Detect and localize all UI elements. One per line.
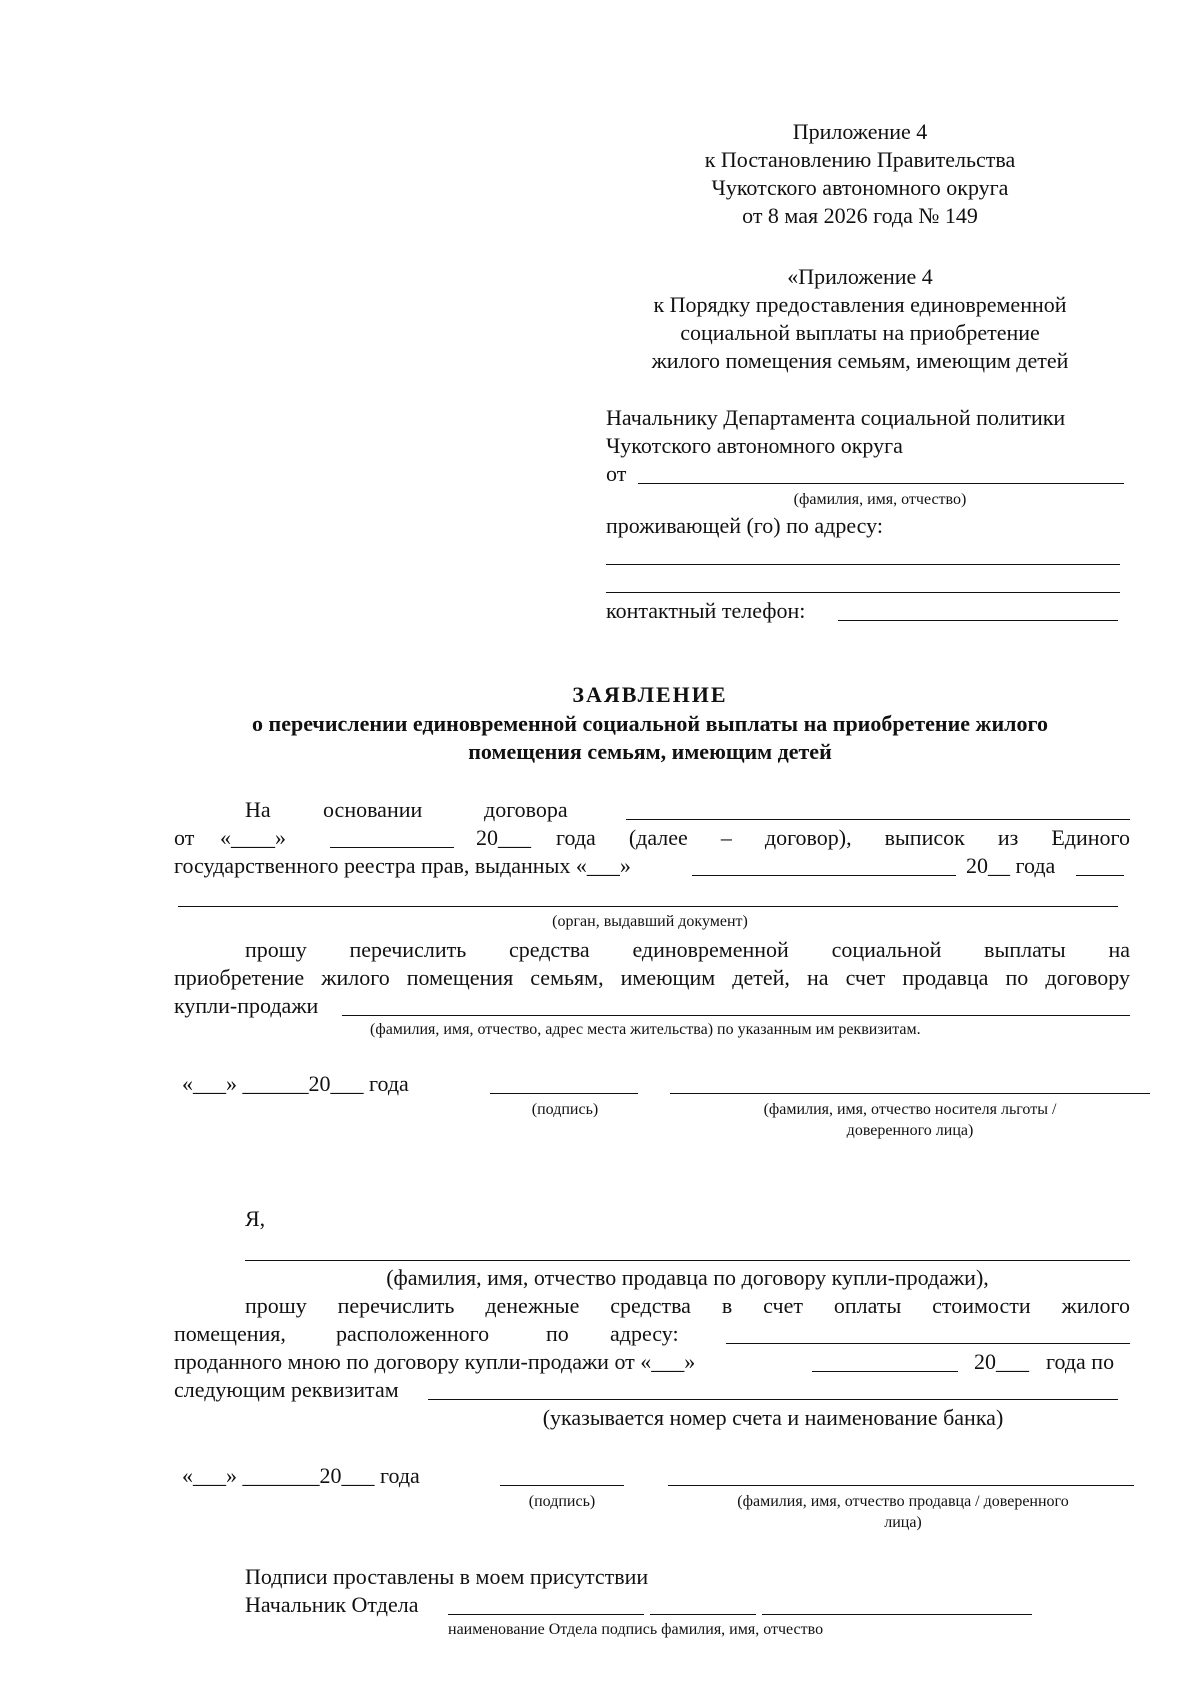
holder-name-field[interactable] bbox=[670, 1093, 1150, 1094]
seller-sign-name-field[interactable] bbox=[668, 1485, 1134, 1486]
address-label: проживающей (го) по адресу: bbox=[606, 513, 883, 538]
contract-day-field[interactable]: «____» bbox=[220, 825, 286, 850]
word-osnovanii: основании bbox=[323, 797, 423, 822]
appendix-line-3: Чукотского автономного округа bbox=[711, 175, 1009, 200]
bank-caption: (указывается номер счета и наименование банка) bbox=[542, 1405, 1004, 1430]
word-adresu: адресу: bbox=[610, 1321, 679, 1346]
organ-caption: (орган, выдавший документ) bbox=[552, 913, 748, 930]
from-label: от bbox=[606, 461, 627, 486]
address-field-1[interactable] bbox=[606, 564, 1120, 565]
sign-date-2[interactable]: «___» _______20___ года bbox=[182, 1463, 420, 1488]
appendix-inner-line-4: жилого помещения семьям, имеющим детей bbox=[651, 348, 1069, 373]
extract-number-field[interactable] bbox=[1076, 875, 1124, 876]
request2-line-1: прошу перечислить денежные средства в счет оплаты стоимости жилого bbox=[245, 1293, 1130, 1318]
row-2-text: года (далее – договор), выписок из Единого bbox=[556, 825, 1130, 850]
appendix-line-2: к Постановлению Правительства bbox=[704, 147, 1016, 172]
request-line-1: прошу перечислить средства единовременной социальной выплаты на bbox=[245, 937, 1130, 962]
word-po: по bbox=[546, 1321, 569, 1346]
bank-details-field[interactable] bbox=[428, 1399, 1118, 1400]
appendix-inner-line-1: «Приложение 4 bbox=[787, 264, 933, 289]
word-na: На bbox=[245, 797, 271, 822]
request-line-3: купли-продажи bbox=[174, 993, 319, 1018]
signature-field-2[interactable] bbox=[500, 1485, 624, 1486]
word-dogovora: договора bbox=[484, 797, 568, 822]
organ-field[interactable] bbox=[178, 906, 1118, 907]
appendix-line-1: Приложение 4 bbox=[792, 119, 928, 144]
phone-field[interactable] bbox=[838, 620, 1118, 621]
word-ya: Я, bbox=[245, 1206, 266, 1231]
address-field-2[interactable] bbox=[606, 592, 1120, 593]
extract-year-field[interactable]: 20__ года bbox=[966, 853, 1056, 878]
sale-date-field[interactable] bbox=[812, 1371, 958, 1372]
signature-field-1[interactable] bbox=[490, 1093, 638, 1094]
word-raspolozhennogo: расположенного bbox=[336, 1321, 490, 1346]
addressee-line-2: Чукотского автономного округа bbox=[606, 433, 903, 458]
seller-name-caption: (фамилия, имя, отчество продавца по договору купли-продажи), bbox=[386, 1265, 989, 1290]
row2-3-text: проданного мною по договору купли-продажи от «___» bbox=[174, 1349, 696, 1374]
contract-field[interactable] bbox=[626, 819, 1130, 820]
contract-year-field[interactable]: 20___ bbox=[476, 825, 531, 850]
holder-caption-line-2: доверенного лица) bbox=[846, 1122, 974, 1139]
extract-date-field[interactable] bbox=[692, 875, 956, 876]
contract-month-field[interactable] bbox=[330, 847, 454, 848]
date-prefix-ot: от bbox=[174, 825, 195, 850]
seller-info-field[interactable] bbox=[342, 1015, 1130, 1016]
signature-caption-2: (подпись) bbox=[528, 1493, 596, 1510]
row2-3-end: года по bbox=[1046, 1349, 1115, 1374]
sign-date-1[interactable]: «___» ______20___ года bbox=[182, 1071, 409, 1096]
document-subtitle-1: о перечислении единовременной социальной выплаты на приобретение жилого bbox=[252, 711, 1048, 736]
word-pomeshcheniya: помещения, bbox=[174, 1321, 286, 1346]
footer-line-2: Начальник Отдела bbox=[245, 1592, 419, 1617]
fio-caption: (фамилия, имя, отчество) bbox=[793, 491, 967, 508]
footer-line-1: Подписи проставлены в моем присутствии bbox=[245, 1564, 649, 1589]
addressee-line-1: Начальнику Департамента социальной политики bbox=[606, 405, 1066, 430]
property-address-field[interactable] bbox=[726, 1343, 1130, 1344]
appendix-inner-line-3: социальной выплаты на приобретение bbox=[680, 320, 1040, 345]
row2-4-text: следующим реквизитам bbox=[174, 1377, 399, 1402]
department-name-field[interactable] bbox=[448, 1614, 644, 1615]
from-fio-field[interactable] bbox=[638, 483, 1124, 484]
sale-year-field[interactable]: 20___ bbox=[974, 1349, 1029, 1374]
appendix-line-4: от 8 мая 2026 года № 149 bbox=[742, 203, 978, 228]
row-3-text: государственного реестра прав, выданных «___» bbox=[174, 853, 631, 878]
seller-sign-caption-line-1: (фамилия, имя, отчество продавца / доверенного bbox=[737, 1493, 1069, 1510]
head-signature-field[interactable] bbox=[650, 1614, 756, 1615]
head-name-field[interactable] bbox=[762, 1614, 1032, 1615]
signature-caption-1: (подпись) bbox=[531, 1101, 599, 1118]
footer-caption: наименование Отдела подпись фамилия, имя, отчество bbox=[448, 1621, 824, 1638]
appendix-inner-line-2: к Порядку предоставления единовременной bbox=[653, 292, 1067, 317]
document-subtitle-2: помещения семьям, имеющим детей bbox=[468, 739, 832, 764]
document-title: ЗАЯВЛЕНИЕ bbox=[572, 682, 728, 707]
phone-label: контактный телефон: bbox=[606, 598, 806, 623]
seller-name-field[interactable] bbox=[245, 1260, 1130, 1261]
seller-info-caption: (фамилия, имя, отчество, адрес места жительства) по указанным им реквизитам. bbox=[370, 1021, 921, 1038]
request-line-2: приобретение жилого помещения семьям, имеющим детей, на счет продавца по договору bbox=[174, 965, 1130, 990]
seller-sign-caption-line-2: лица) bbox=[884, 1514, 922, 1531]
holder-caption-line-1: (фамилия, имя, отчество носителя льготы / bbox=[763, 1101, 1057, 1118]
